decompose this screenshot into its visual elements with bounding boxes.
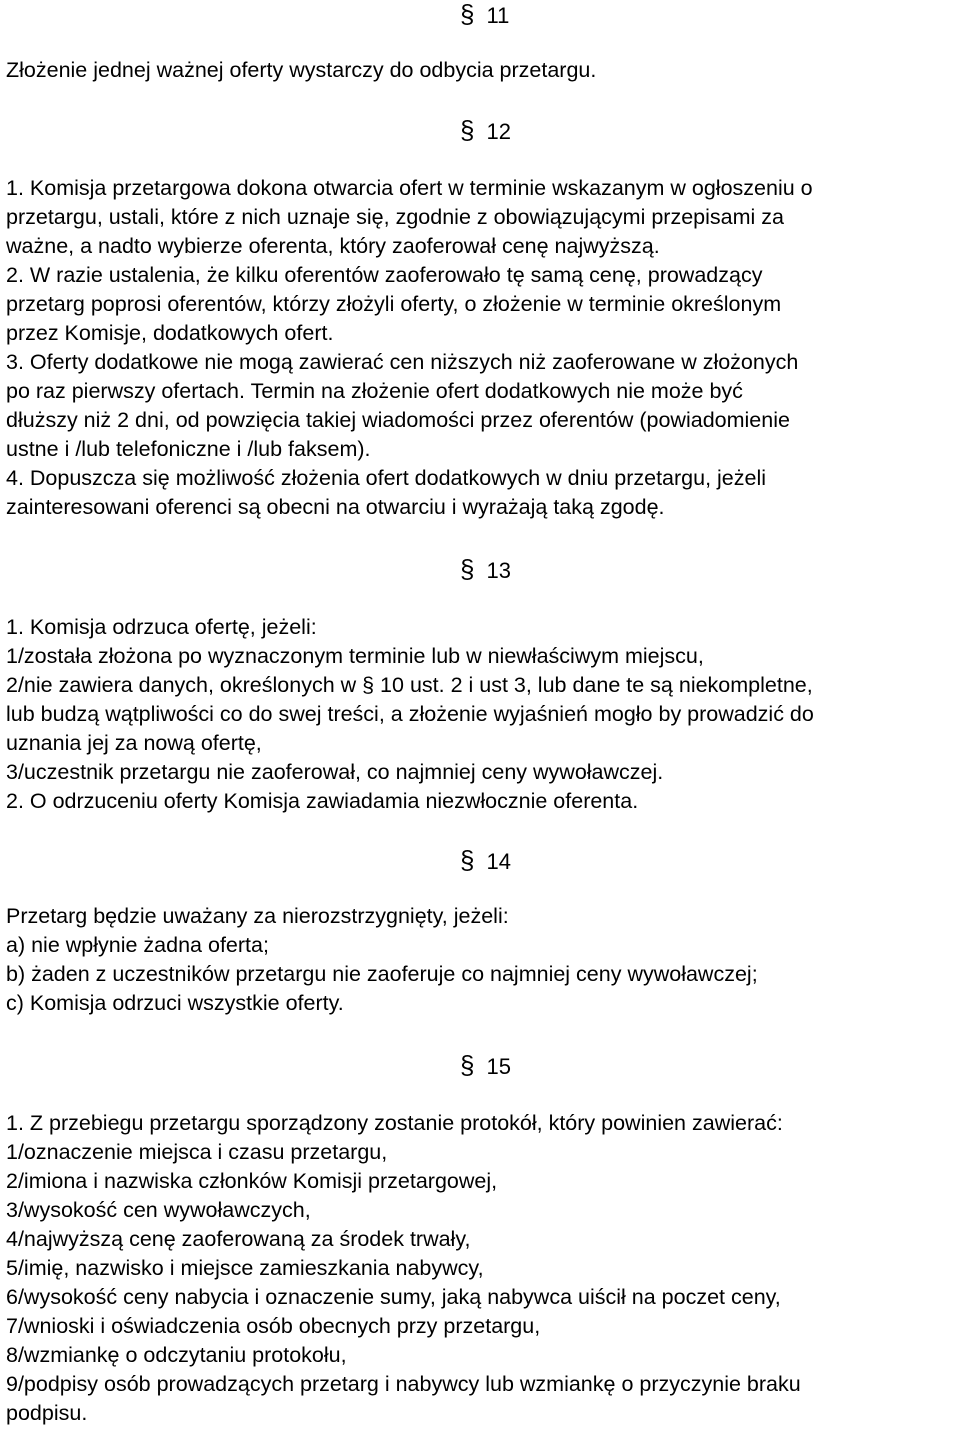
section-body-12: [6, 174, 958, 522]
text-line: 1. Z przebiegu przetargu sporządzony zostanie protokół, który powinien zawierać:: [6, 1111, 783, 1135]
text-line: 1/została złożona po wyznaczonym terminie lub w niewłaściwym miejscu,: [6, 644, 704, 668]
section-number: 13: [486, 558, 511, 583]
section-heading-14: [460, 847, 511, 875]
text-line: przez Komisje, dodatkowych ofert.: [6, 321, 334, 345]
paragraph-sign: §: [460, 554, 475, 584]
text-line: Złożenie jednej ważnej oferty wystarczy do odbycia przetargu.: [6, 58, 597, 82]
text-line: ustne i /lub telefoniczne i /lub faksem).: [6, 437, 371, 461]
text-line: Przetarg będzie uważany za nierozstrzygnięty, jeżeli:: [6, 904, 509, 928]
text-line: 2. W razie ustalenia, że kilku oferentów zaoferowało tę samą cenę, prowadzący: [6, 263, 763, 287]
text-line: 1. Komisja przetargowa dokona otwarcia ofert w terminie wskazanym w ogłoszeniu o: [6, 176, 813, 200]
text-line: 1. Komisja odrzuca ofertę, jeżeli:: [6, 615, 317, 639]
section-heading-12: [460, 117, 511, 145]
paragraph-sign: §: [460, 845, 475, 875]
text-line: 7/wnioski i oświadczenia osób obecnych przy przetargu,: [6, 1314, 541, 1338]
paragraph-sign: §: [460, 1050, 475, 1080]
section-body-13: [6, 613, 958, 816]
text-line: 1/oznaczenie miejsca i czasu przetargu,: [6, 1140, 388, 1164]
section-number: 14: [486, 849, 511, 874]
text-line: b) żaden z uczestników przetargu nie zaoferuje co najmniej ceny wywoławczej;: [6, 962, 758, 986]
paragraph-sign: §: [460, 0, 475, 29]
text-line: 3/wysokość cen wywoławczych,: [6, 1198, 311, 1222]
section-heading-15: [460, 1052, 511, 1080]
text-line: po raz pierwszy ofertach. Termin na złożenie ofert dodatkowych nie może być: [6, 379, 743, 403]
text-line: 3. Oferty dodatkowe nie mogą zawierać cen niższych niż zaoferowane w złożonych: [6, 350, 799, 374]
text-line: zainteresowani oferenci są obecni na otwarciu i wyrażają taką zgodę.: [6, 495, 665, 519]
section-heading-13: [460, 556, 511, 584]
text-line: 9/podpisy osób prowadzących przetarg i nabywcy lub wzmiankę o przyczynie braku: [6, 1372, 801, 1396]
text-line: 3/uczestnik przetargu nie zaoferował, co najmniej ceny wywoławczej.: [6, 760, 664, 784]
section-body-11: [6, 56, 958, 85]
text-line: 8/wzmiankę o odczytaniu protokołu,: [6, 1343, 347, 1367]
text-line: przetarg poprosi oferentów, którzy złożyli oferty, o złożenie w terminie określonym: [6, 292, 782, 316]
section-number: 15: [486, 1054, 511, 1079]
text-line: 2. O odrzuceniu oferty Komisja zawiadamia niezwłocznie oferenta.: [6, 789, 639, 813]
text-line: podpisu.: [6, 1401, 88, 1425]
section-heading-11: [460, 1, 509, 29]
text-line: dłuższy niż 2 dni, od powzięcia takiej wiadomości przez oferentów (powiadomienie: [6, 408, 790, 432]
text-line: ważne, a nadto wybierze oferenta, który zaoferował cenę najwyższą.: [6, 234, 660, 258]
text-line: 4. Dopuszcza się możliwość złożenia ofert dodatkowych w dniu przetargu, jeżeli: [6, 466, 767, 490]
text-line: 2/imiona i nazwiska członków Komisji przetargowej,: [6, 1169, 498, 1193]
text-line: 4/najwyższą cenę zaoferowaną za środek trwały,: [6, 1227, 471, 1251]
text-line: uznania jej za nową ofertę,: [6, 731, 262, 755]
section-body-14: [6, 902, 958, 1018]
paragraph-sign: §: [460, 115, 475, 145]
text-line: a) nie wpłynie żadna oferta;: [6, 933, 269, 957]
text-line: 2/nie zawiera danych, określonych w § 10 ust. 2 i ust 3, lub dane te są niekompletne,: [6, 673, 813, 697]
section-number: 11: [486, 3, 510, 28]
text-line: 5/imię, nazwisko i miejsce zamieszkania nabywcy,: [6, 1256, 484, 1280]
text-line: 6/wysokość ceny nabycia i oznaczenie sumy, jaką nabywca uiścił na poczet ceny,: [6, 1285, 781, 1309]
section-number: 12: [486, 119, 511, 144]
text-line: c) Komisja odrzuci wszystkie oferty.: [6, 991, 344, 1015]
text-line: przetargu, ustali, które z nich uznaje się, zgodnie z obowiązującymi przepisami za: [6, 205, 784, 229]
text-line: lub budzą wątpliwości co do swej treści, a złożenie wyjaśnień mogło by prowadzić do: [6, 702, 814, 726]
section-body-15: [6, 1109, 958, 1428]
